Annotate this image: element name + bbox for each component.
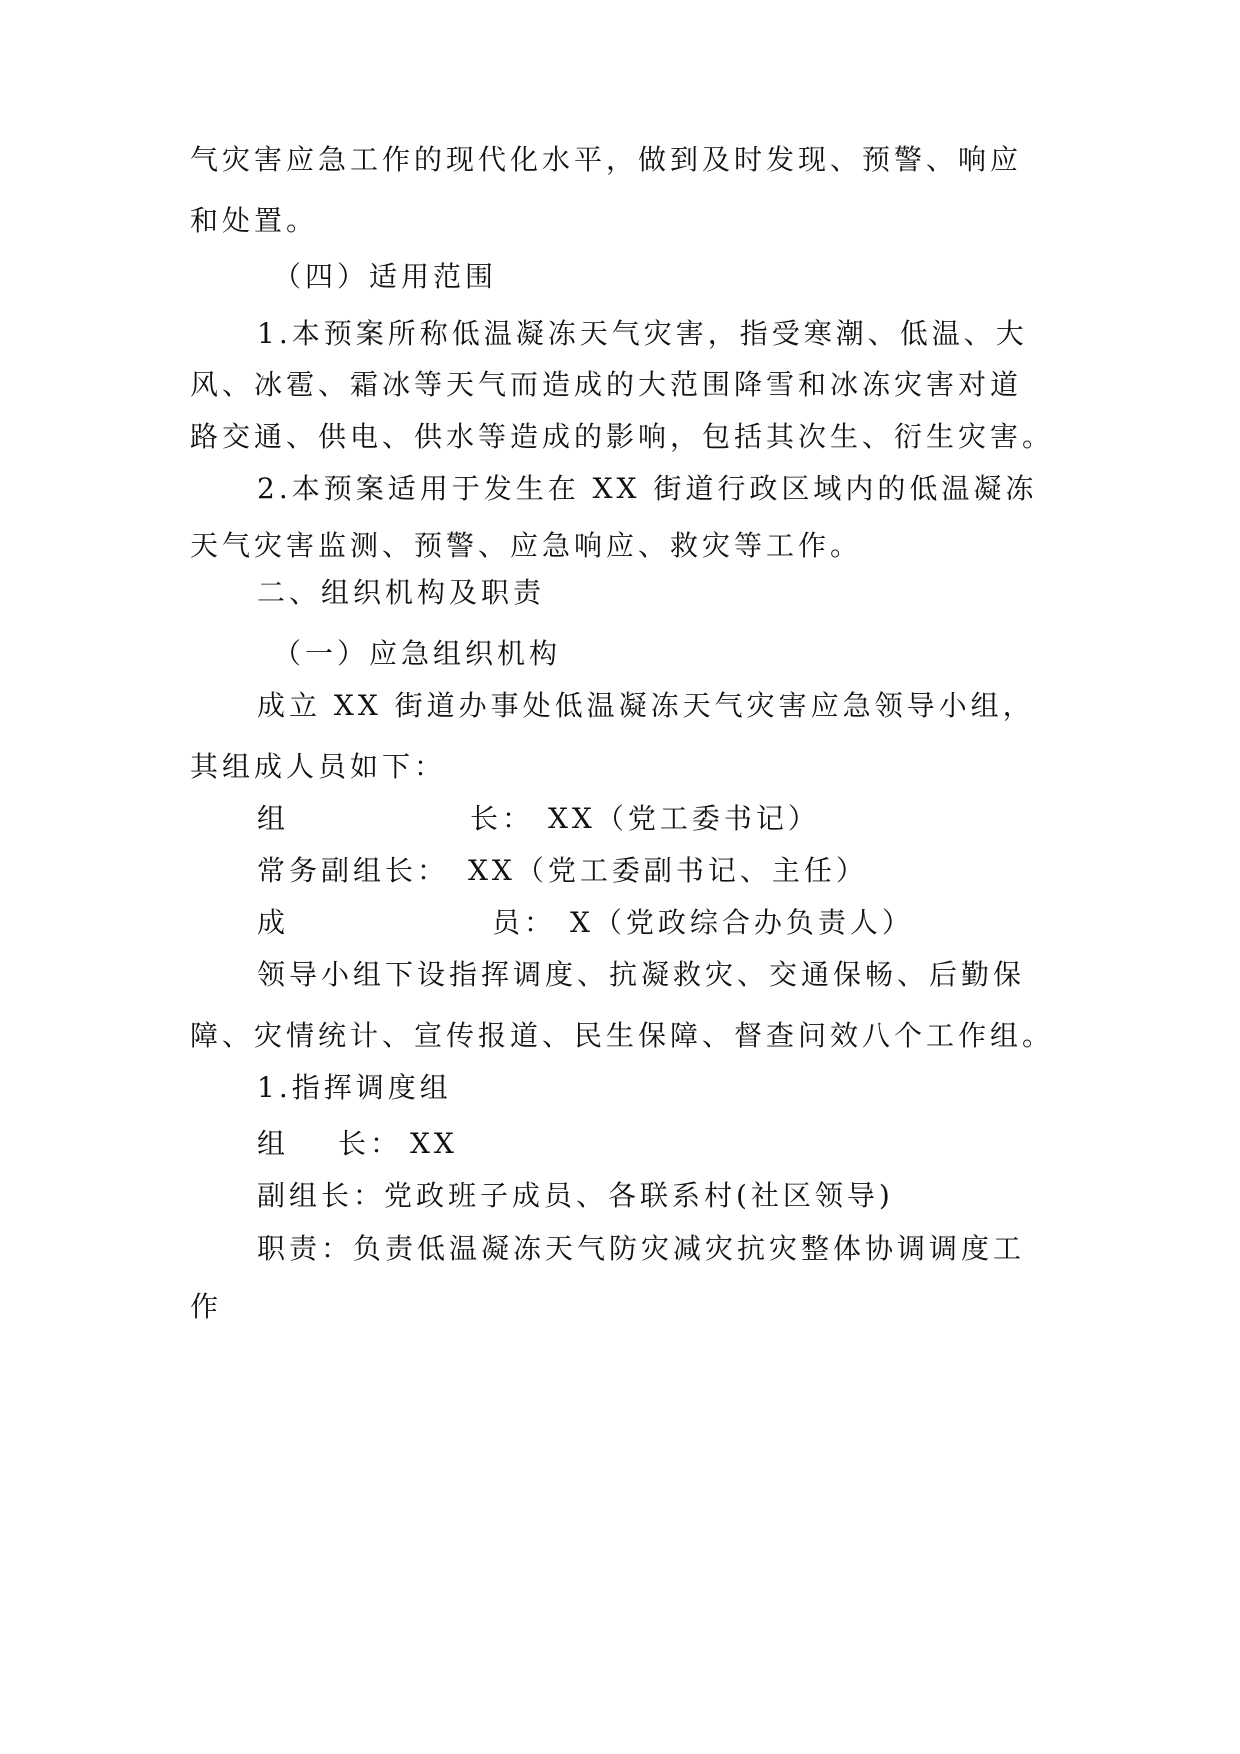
leader-label-first: 组 [257, 802, 290, 835]
paragraph-line: 2.本预案适用于发生在 XX 街道行政区域内的低温凝冻 [257, 472, 1038, 505]
leader-value: XX（党工委书记） [548, 802, 820, 835]
paragraph-line: 障、灾情统计、宣传报道、民生保障、督查问效八个工作组。 [190, 1019, 1055, 1052]
leader-label-second: 长： [470, 802, 535, 835]
member-value: X（党政综合办负责人） [570, 906, 914, 939]
paragraph-line: 领导小组下设指挥调度、抗凝救灾、交通保畅、后勤保 [257, 958, 1026, 991]
paragraph-line: 其组成人员如下： [190, 750, 447, 783]
group1-leader-label-second: 长： [338, 1127, 403, 1160]
deputy-leader-value: XX（党工委副书记、主任） [468, 854, 868, 887]
paragraph-line: 路交通、供电、供水等造成的影响，包括其次生、衍生灾害。 [190, 420, 1055, 453]
chapter-heading-organization: 二、组织机构及职责 [257, 576, 546, 609]
section-heading-scope: （四）适用范围 [273, 260, 498, 293]
group1-deputy-value: 党政班子成员、各联系村(社区领导) [384, 1179, 894, 1212]
member-label-first: 成 [257, 906, 290, 939]
paragraph-line: 风、冰雹、霜冰等天气而造成的大范围降雪和冰冻灾害对道 [190, 368, 1023, 401]
section-heading-organization: （一）应急组织机构 [273, 637, 562, 670]
paragraph-line: 和处置。 [190, 204, 319, 237]
group1-deputy-label: 副组长： [257, 1179, 386, 1212]
paragraph-line: 职责：负责低温凝冻天气防灾减灾抗灾整体协调调度工 [257, 1232, 1026, 1265]
paragraph-line: 成立 XX 街道办事处低温凝冻天气灾害应急领导小组， [257, 689, 1035, 722]
paragraph-line: 1.本预案所称低温凝冻天气灾害，指受寒潮、低温、大 [257, 317, 1028, 350]
member-label-second: 员： [492, 906, 557, 939]
paragraph-line: 气灾害应急工作的现代化水平，做到及时发现、预警、响应 [190, 143, 1023, 176]
group1-leader-label-first: 组 [257, 1127, 290, 1160]
paragraph-line: 天气灾害监测、预警、应急响应、救灾等工作。 [190, 529, 863, 562]
subsection-heading-group1: 1.指挥调度组 [257, 1071, 452, 1104]
deputy-leader-label: 常务副组长： [257, 854, 450, 887]
paragraph-line: 作 [190, 1290, 223, 1323]
group1-leader-value: XX [410, 1127, 458, 1160]
